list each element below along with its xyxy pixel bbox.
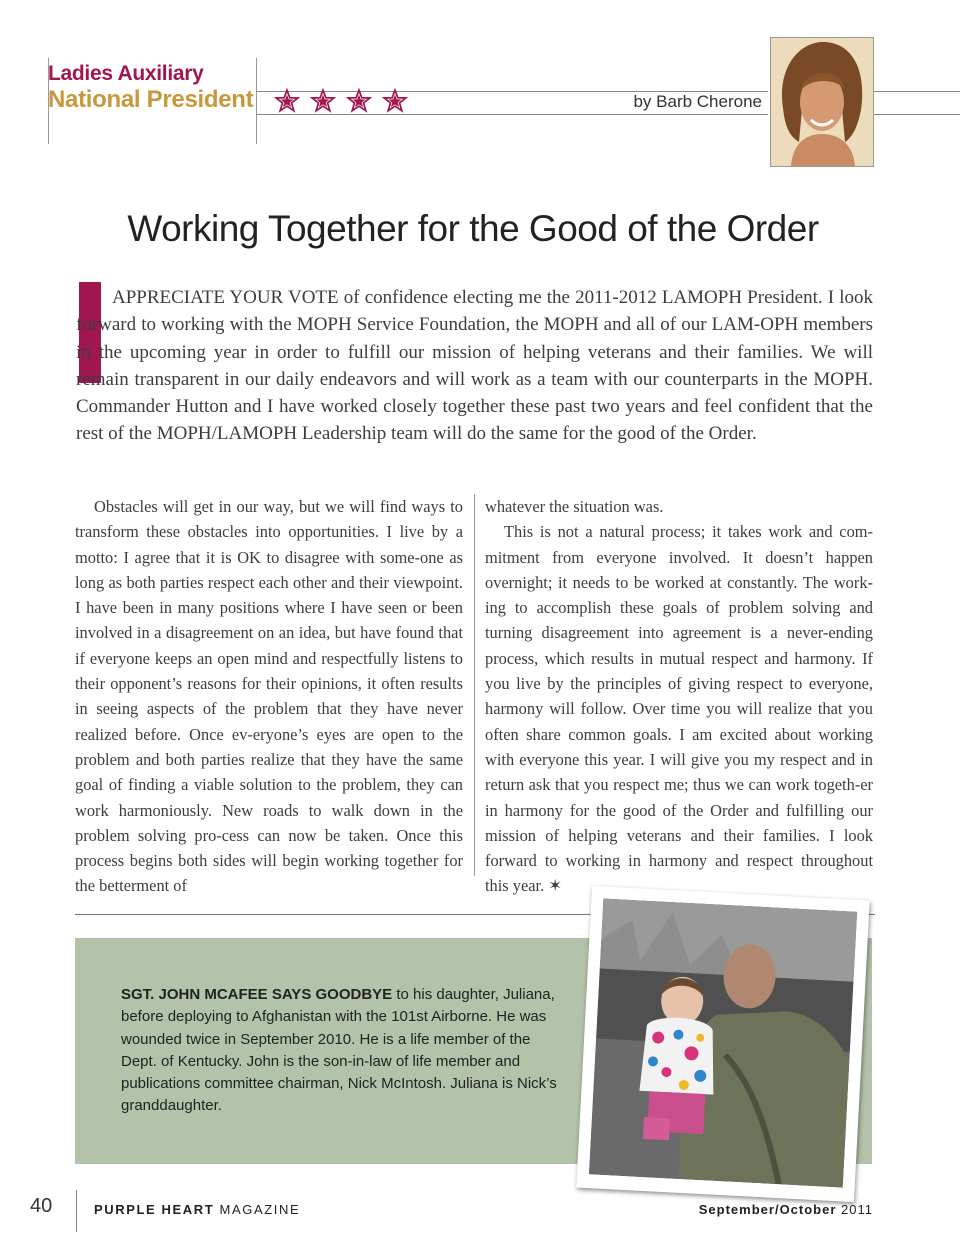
intro-text: APPRECIATE YOUR VOTE of confidence electing me the 2011-2012 LAMOPH President. I look forward to working with the MOPH Service Foundation, the MOPH and all of our LAM-OPH members in the upcoming year in order to fulfill our mission of helping veterans and their families. We will remain transparent in our daily endeavors and will work as a team with our counterparts in the MOPH. Commander Hutton and I have worked closely together these past two years and feel confident that the rest of the MOPH/LAMOPH Leadership team will do the same for the good of the Order.	[76, 287, 873, 445]
header-rule-bottom-right	[872, 114, 960, 115]
magazine-name-bold: PURPLE HEART	[94, 1202, 215, 1217]
soldier-daughter-photo	[589, 899, 857, 1188]
star-icon	[346, 88, 372, 114]
intro-paragraph	[76, 284, 873, 448]
article-title: Working Together for the Good of the Order	[127, 208, 819, 249]
magazine-name-rest: MAGAZINE	[214, 1202, 301, 1217]
author-portrait	[770, 37, 874, 167]
footer-divider	[76, 1190, 77, 1232]
end-mark-icon: ✶	[548, 876, 563, 896]
page-number: 40	[30, 1195, 53, 1217]
department-kicker: Ladies Auxiliary	[48, 62, 204, 85]
magazine-name	[94, 1202, 300, 1217]
body-paragraph: This is not a natural process; it takes work and com-mitment from everyone involved. It doesn’t happen overnight; it needs to be worked at constantly. The work-ing to accomplish these goals of problem solving and turning disagreement into agreement is a never-ending process, which results in mutual respect and harmony. If you live by the principles of giving respect to everyone, harmony will follow. Over time you will realize that you often share common goals. I am excited about working with everyone this year. I will give you my respect and in return ask that you respect me; thus we can work togeth-er in harmony for the good of the Order and fulfilling our mission of helping veterans and their families. I look forward to working in harmony and respect throughout this year.	[485, 522, 873, 896]
star-icon	[310, 88, 336, 114]
header-rule-bottom	[256, 114, 768, 115]
issue-date	[699, 1202, 873, 1217]
photo-frame	[576, 886, 869, 1202]
column-left	[75, 494, 463, 899]
caption-lead: SGT. JOHN MCAFEE SAYS GOODBYE	[121, 986, 393, 1003]
issue-date-bold: September/October	[698, 1202, 837, 1217]
header-rule-divider	[256, 58, 257, 144]
issue-date-rest: 2011	[836, 1202, 873, 1217]
header-rule-top-right	[872, 91, 960, 92]
star-icon	[274, 88, 300, 114]
star-row	[274, 88, 408, 114]
star-icon	[382, 88, 408, 114]
byline: by Barb Cherone	[633, 92, 762, 111]
column-divider	[474, 494, 475, 876]
body-paragraph: Obstacles will get in our way, but we will find ways to transform these obstacles into opportunities. I live by a motto: I agree that it is OK to disagree with some-one as long as both parties respect each other and their viewpoint. I have been in many positions where I have seen or been involved in a disagreement on an idea, but have found that if everyone keeps an open mind and respectfully listens to their opponent’s reasons for their opinions, it often results in seeing aspects of the problem that they have never realized before. Once ev-eryone’s eyes are open to the problem and both parties realize that they have the same goal of finding a viable solution to the problem, they can work harmoniously. New roads to walk down in the problem solving pro-cess can now be taken. Once this process begins both sides will begin working together for the betterment of	[75, 497, 463, 896]
caption-text: to his daughter, Juliana, before deploying to Afghanistan with the 101st Airborne. He was wounded twice in September 2010. He is a life member of the Dept. of Kentucky. John is the son-in-law of life member and publications committee chairman, Nick McIntosh. Juliana is Nick’s granddaughter.	[121, 986, 557, 1115]
photo-caption	[121, 984, 567, 1118]
column-right	[485, 494, 873, 899]
department-title: National President	[48, 86, 254, 113]
body-paragraph-continued: whatever the situation was.	[485, 497, 664, 516]
